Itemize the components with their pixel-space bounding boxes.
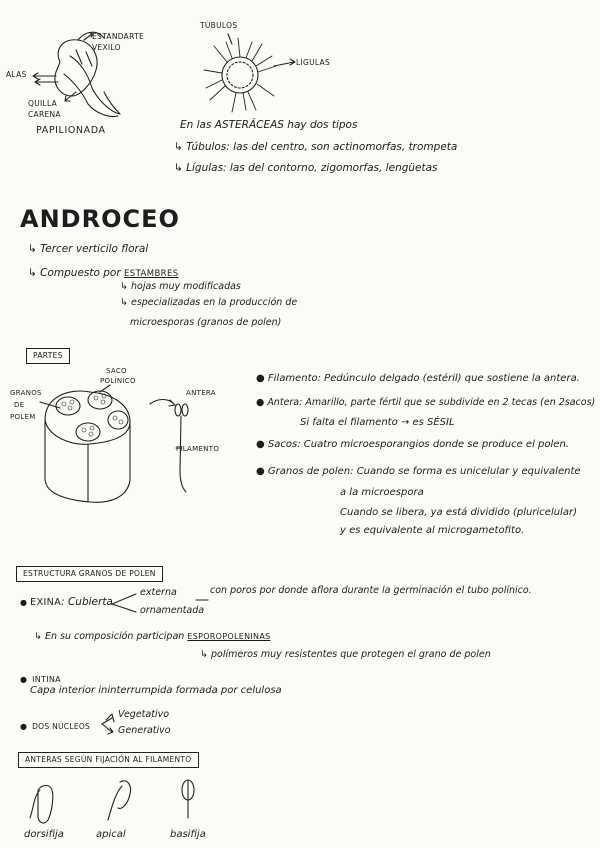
nucleos-line	[20, 716, 90, 732]
label-estandarte: ESTANDARTE	[92, 32, 144, 41]
androceo-sub-1: ↳ hojas muy modificadas	[120, 281, 241, 292]
exina-dot: ●	[20, 598, 27, 607]
androceo-line-2-prefix: ↳ Compuesto por	[28, 267, 121, 279]
intina-line	[20, 669, 61, 685]
exina-polimeros: ↳ polímeros muy resistentes que protegen el grano de polen	[200, 649, 491, 660]
asteraceae-drawing	[204, 34, 295, 112]
exina-word: : Cubierta	[61, 596, 113, 608]
exina-esporopoleninas: ESPOROPOLENINAS	[187, 632, 271, 641]
asteraceae-item-ligulas: ↳ Lígulas: las del contorno, zigomorfas, lengüetas	[174, 162, 438, 174]
bullet-filamento: ● Filamento: Pedúnculo delgado (estéril) que sostiene la antera.	[256, 373, 580, 384]
nucleo-vegetativo: Vegetativo	[118, 709, 170, 720]
exina-composicion-text: ↳ En su composición participan	[34, 631, 185, 642]
label-polem: POLEM	[10, 413, 36, 421]
bullet-granos-c: Cuando se libera, ya está dividido (pluricelular)	[340, 507, 577, 518]
exina-line	[20, 597, 113, 608]
label-alas: ALAS	[6, 70, 27, 79]
exina-label: EXINA	[30, 597, 62, 608]
androceo-sub-2b: microesporas (granos de polen)	[130, 317, 282, 328]
exina-ornamentada: ornamentada	[140, 605, 205, 616]
estructura-heading: ESTRUCTURA GRANOS DE POLEN	[16, 566, 163, 582]
intina-label: INTINA	[32, 675, 61, 684]
fijacion-drawings	[30, 780, 194, 823]
label-vexilo: VEXILO	[92, 43, 121, 52]
asteraceae-item-tubulos: ↳ Túbulos: las del centro, son actinomorfas, trompeta	[174, 141, 458, 153]
label-polinico: POLÍNICO	[100, 377, 136, 385]
label-saco: SACO	[106, 367, 127, 375]
exina-composicion	[34, 632, 270, 642]
androceo-line-1: ↳ Tercer verticilo floral	[28, 243, 149, 255]
bullet-granos-d: y es equivalente al microgametofito.	[340, 525, 525, 536]
exina-externa: externa	[140, 587, 177, 598]
bullet-sacos-text: Sacos: Cuatro microesporangios donde se produce el polen.	[267, 439, 569, 450]
label-apical: apical	[96, 829, 126, 840]
androceo-line-2-key: ESTAMBRES	[124, 269, 179, 279]
bullet-antera-text: Antera: Amarillo, parte fértil que se subdivide en 2 tecas (en 2sacos)	[267, 397, 596, 408]
nucleo-generativo: Generativo	[118, 725, 171, 736]
androceo-line-2	[28, 268, 179, 279]
label-dorsifija: dorsifija	[24, 829, 64, 840]
label-filamento: FILAMENTO	[176, 445, 220, 453]
bullet-filamento-text: Filamento: Pedúnculo delgado (estéril) que sostiene la antera.	[267, 373, 580, 384]
intina-dot: ●	[20, 675, 27, 684]
bullet-sacos: ● Sacos: Cuatro microesporangios donde se produce el polen.	[256, 439, 569, 450]
fijacion-heading: ANTERAS SEGÚN FIJACIÓN AL FILAMENTO	[18, 752, 199, 768]
label-basifija: basifija	[170, 829, 206, 840]
bullet-antera: ● Antera: Amarillo, parte fértil que se subdivide en 2 tecas (en 2sacos)	[256, 397, 596, 408]
page-title: ANDROCEO	[20, 205, 180, 233]
label-antera: ANTERA	[186, 389, 216, 397]
partes-heading: PARTES	[26, 348, 70, 364]
nucleos-branches	[102, 714, 114, 734]
asteraceae-intro: En las ASTERÁCEAS hay dos tipos	[180, 119, 358, 131]
label-tubulos: TÚBULOS	[200, 21, 238, 30]
label-granos: GRANOS	[10, 389, 42, 397]
bullet-granos-b: a la microespora	[340, 487, 424, 498]
androceo-sub-2: ↳ especializadas en la producción de	[120, 297, 298, 308]
label-de: DE	[14, 401, 25, 409]
anther-drawing	[40, 385, 188, 502]
caption-papilionada: PAPILIONADA	[36, 125, 106, 136]
nucleos-dot: ●	[20, 722, 27, 731]
nucleos-label: DOS NÚCLEOS	[32, 722, 91, 731]
label-ligulas: LÍGULAS	[296, 58, 331, 67]
label-carena: CARENA	[28, 110, 61, 119]
exina-poros: con poros por donde aflora durante la germinación el tubo polínico.	[210, 585, 532, 596]
intina-desc: Capa interior ininterrumpida formada por celulosa	[30, 685, 282, 696]
bullet-granos-text: Granos de polen: Cuando se forma es unicelular y equivalente	[267, 466, 581, 477]
label-quilla: QUILLA	[28, 99, 58, 108]
bullet-granos: ● Granos de polen: Cuando se forma es unicelular y equivalente	[256, 466, 581, 477]
bullet-antera-sesil: Si falta el filamento → es SÉSIL	[300, 417, 455, 428]
